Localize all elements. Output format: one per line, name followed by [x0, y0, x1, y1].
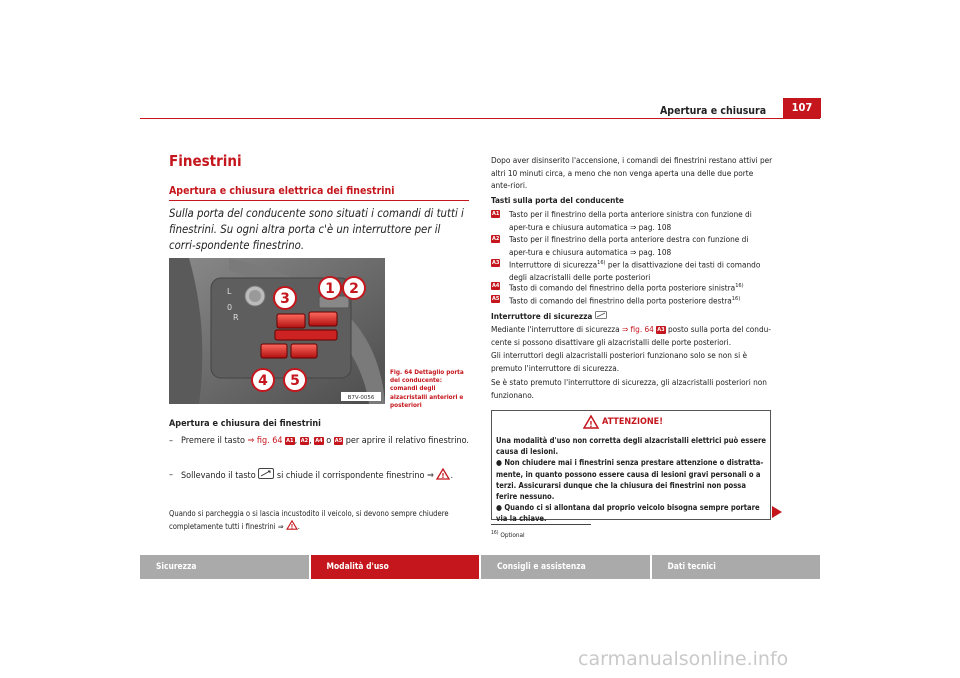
list-item — [491, 293, 791, 307]
window-up-icon — [258, 468, 274, 479]
badge-a2: A2 — [300, 438, 309, 444]
footer-tabs — [140, 555, 820, 579]
safety-switch-heading: Interruttore di sicurezza — [491, 310, 607, 323]
figure-label-5: 5 — [290, 373, 300, 389]
list-item — [491, 233, 791, 259]
badge-a5: A5 — [492, 296, 500, 302]
footnote: $^{16)}$ Optional — [491, 530, 525, 540]
badge-a1: A1 — [492, 211, 500, 217]
timer-paragraph: Dopo aver disinserito l'accensione, i comandi dei finestrini restano attivi per altri 10 minuti circa, a meno che non venga aperta una delle due porte ante-riori. — [491, 155, 773, 191]
header-rule — [140, 118, 820, 119]
warning-triangle-icon — [583, 415, 599, 429]
section-title: Finestrini — [169, 152, 242, 170]
figure-label-2: 2 — [349, 281, 359, 297]
svg-text:!: ! — [441, 472, 446, 480]
running-header-title: Apertura e chiusura — [660, 105, 767, 117]
warning-bullet: ● Quando ci si allontana dal proprio veicolo bisogna sempre portare via la chiave. — [496, 503, 760, 524]
svg-text:!: ! — [290, 523, 294, 530]
bullet-lift: – Sollevando il tasto si chiude il corrispondente finestrino ⇒ ! . — [169, 470, 454, 481]
warning-box — [491, 410, 771, 524]
list-item — [491, 280, 791, 294]
intro-text: Sulla porta del conducente sono situati i comandi di tutti i finestrini. Su ogni altra porta c'è un interruttore per il corri-spondente finestrino. — [169, 207, 464, 252]
list-item-text: Tasto per il finestrino della porta anteriore sinistra con funzione di aper-tura e chiusura automatica ⇒ pag. 108 — [509, 209, 752, 232]
figure-label-1: 1 — [325, 281, 335, 297]
bullet-lift-text-end: si chiude il corrispondente finestrino — [276, 471, 425, 481]
child-lock-icon — [595, 311, 607, 319]
list-item-text: Interruttore di sicurezza$^{16)}$ per la disattivazione dei tasti di comando degli alzacristalli delle porte posteriori — [509, 259, 761, 283]
safety-paragraph-3: Se è stato premuto l'interruttore di sicurezza, gli alzacristalli posteriori non funzionano. — [491, 377, 767, 400]
subsection-title: Apertura e chiusura elettrica dei finestrini — [169, 185, 395, 197]
parking-note-text: Quando si parcheggia o si lascia incustodito il veicolo, si devono sempre chiudere completamente tutti i finestrini ⇒ — [169, 509, 449, 531]
badge-a2: A2 — [492, 236, 500, 242]
subsection-rule — [169, 200, 469, 201]
page-number: 107 — [783, 98, 821, 118]
figure-label-4: 4 — [258, 373, 268, 389]
figure-ref-link[interactable]: ⇒ fig. 64 — [247, 436, 283, 446]
door-panel-figure — [169, 258, 385, 404]
switch-mark-r: R — [233, 313, 239, 322]
arrow-warning-ref: ⇒ — [427, 471, 434, 481]
warning-intro: Una modalità d'uso non corretta degli alzacristalli elettrici può essere causa di lesioni. — [496, 436, 767, 457]
driver-keys-heading: Tasti sulla porta del conducente — [491, 195, 624, 205]
figure-ref-link[interactable]: ⇒ fig. 64 — [621, 324, 654, 334]
list-item-text: Tasto per il finestrino della porta anteriore destra con funzione di aper-tura e chiusura automatica ⇒ pag. 108 — [509, 234, 749, 257]
warning-triangle-icon — [436, 468, 450, 480]
badge-a5: A5 — [334, 438, 343, 444]
window-switch-illustration — [169, 258, 385, 404]
parking-note: Quando si parcheggia o si lascia incustodito il veicolo, si devono sempre chiudere completamente tutti i finestrini ⇒ ! . — [169, 509, 449, 531]
figure-code: B7V-0056 — [347, 395, 375, 401]
tab-consigli-assistenza[interactable]: Consigli e assistenza — [481, 555, 650, 579]
list-item — [491, 208, 791, 234]
tab-sicurezza[interactable]: Sicurezza — [140, 555, 309, 579]
tab-modalita-uso[interactable]: Modalità d'uso — [311, 555, 480, 579]
badge-a3: A3 — [492, 260, 500, 266]
svg-text:!: ! — [589, 420, 593, 429]
bullet-press: – Premere il tasto ⇒ fig. 64 A1, A2, A4 o A5 per aprire il relativo finestrino. — [169, 436, 469, 446]
list-item-text: Tasto di comando del finestrino della porta posteriore destra$^{16)}$ — [509, 295, 741, 306]
badge-a4: A4 — [492, 283, 500, 289]
switch-mark-0: 0 — [227, 303, 233, 312]
warning-title: ATTENZIONE! — [602, 417, 663, 427]
switch-mark-l: L — [227, 287, 232, 296]
safety-paragraph-1: Mediante l'interruttore di sicurezza ⇒ fig. 64 A3 posto sulla porta del condu-cente si possono disattivare gli alzacristalli delle porte posteriori. — [491, 324, 771, 347]
figure-label-3: 3 — [280, 291, 290, 307]
safety-paragraph-2: Gli interruttori degli alzacristalli posteriori funzionano solo se non si è premuto l'interruttore di sicurezza. — [491, 350, 748, 373]
warning-body — [496, 435, 768, 525]
badge-a3: A3 — [657, 327, 665, 333]
footnote-rule — [491, 524, 591, 525]
bullet-press-text-end: per aprire il relativo finestrino. — [345, 436, 469, 446]
continue-arrow-icon — [772, 506, 782, 518]
opening-heading: Apertura e chiusura dei finestrini — [169, 419, 321, 429]
badge-a4: A4 — [315, 438, 323, 444]
tab-dati-tecnici[interactable]: Dati tecnici — [652, 555, 821, 579]
list-item-text: Tasto di comando del finestrino della porta posteriore sinistra$^{16)}$ — [509, 282, 744, 293]
bullet-lift-text: Sollevando il tasto — [181, 471, 256, 481]
warning-triangle-icon — [286, 520, 298, 530]
badge-a1: A1 — [286, 438, 294, 444]
figure-caption: Fig. 64 Dettaglio porta del conducente: comandi degli alzacristalli anteriori e posteriori — [390, 368, 464, 409]
watermark: carmanualsonline.info — [578, 648, 789, 670]
bullet-press-text: Premere il tasto — [181, 436, 245, 446]
warning-bullet: ● Non chiudere mai i finestrini senza prestare attenzione o distratta-mente, in quanto possono essere causa di lesioni gravi personali o a terzi. Assicurarsi dunque che la chiusura dei finestrini non possa ferire nessuno. — [496, 458, 764, 502]
